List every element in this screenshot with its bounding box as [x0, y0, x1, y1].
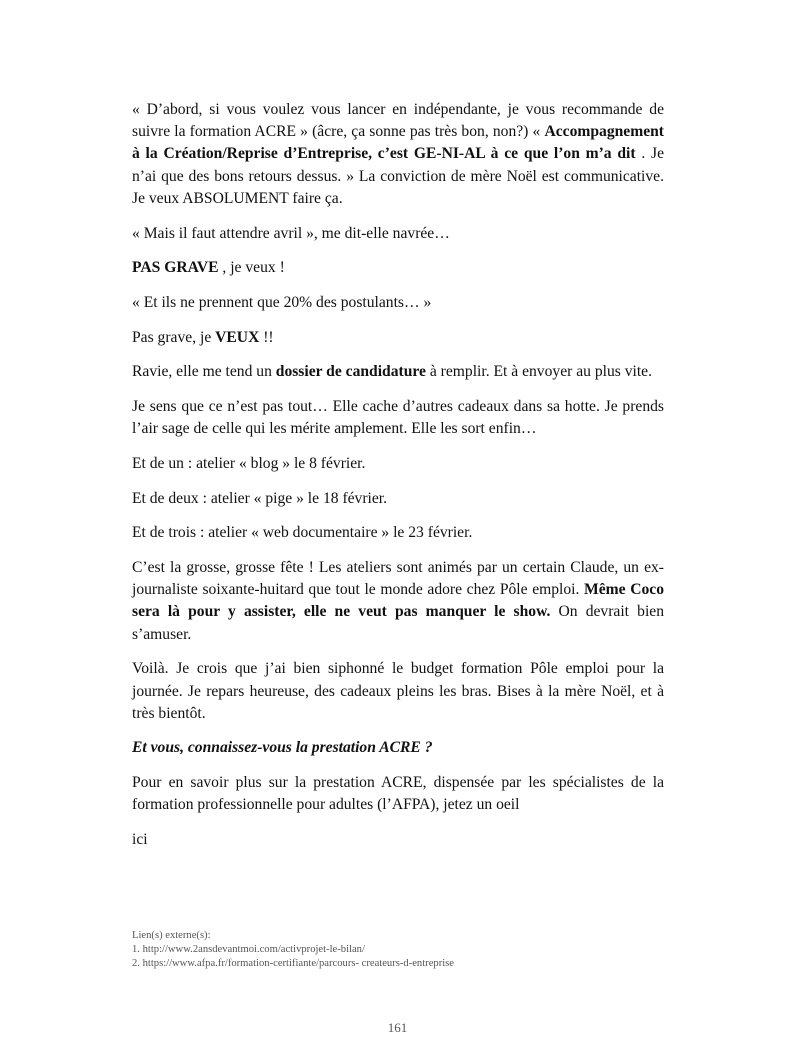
paragraph-fete: C’est la grosse, grosse fête ! Les ateliers sont animés par un certain Claude, un ex-journaliste soixante-huitard que tout le monde adore chez Pôle emploi. Même Coco sera là pour y assister, elle ne veut pas manquer le show. On devrait bien s’amuser. [132, 559, 664, 643]
link-ici[interactable]: ici [132, 831, 148, 849]
external-links [132, 929, 692, 972]
paragraph-atelier-blog: Et de un : atelier « blog » le 8 février. [132, 454, 366, 472]
paragraph-cadeaux: Je sens que ce n’est pas tout… Elle cache d’autres cadeaux dans sa hotte. Je prends l’air sage de celle qui les mérite amplement. Elle les sort enfin… [132, 398, 664, 438]
paragraph-veux: Pas grave, je VEUX !! [132, 328, 274, 346]
paragraph-acre-intro: « D’abord, si vous voulez vous lancer en indépendante, je vous recommande de suivre la formation ACRE » (âcre, ça sonne pas très bon, non?) « Accompagnement à la Création/Reprise d’Entreprise, c’est GE-NI-AL à ce que l’on m’a dit . Je n’ai que des bons retours dessus. » La conviction de mère Noël est communicative. Je veux ABSOLUMENT faire ça. [132, 101, 664, 207]
paragraph-dossier: Ravie, elle me tend un dossier de candidature à remplir. Et à envoyer au plus vite. [132, 363, 652, 381]
external-links-heading: Lien(s) externe(s): [132, 930, 211, 941]
acre-definition: Accompagnement à la Création/Reprise d’Entreprise, c’est GE-NI-AL à ce que l’on m’a dit [132, 123, 664, 163]
paragraph-avril: « Mais il faut attendre avril », me dit-elle navrée… [132, 224, 450, 242]
paragraph-voila: Voilà. Je crois que j’ai bien siphonné le budget formation Pôle emploi pour la journée. Je repars heureuse, des cadeaux pleins les bras. Bises à la mère Noël, et à très bientôt. [132, 660, 664, 722]
page-body [132, 99, 664, 864]
paragraph-savoir-plus: Pour en savoir plus sur la prestation ACRE, dispensée par les spécialistes de la formation professionnelle pour adultes (l’AFPA), jetez un oeil [132, 774, 664, 814]
paragraph-atelier-web: Et de trois : atelier « web documentaire » le 23 février. [132, 524, 473, 542]
page-number: 161 [387, 1020, 408, 1035]
external-link-2[interactable]: 2. https://www.afpa.fr/formation-certifiante/parcours- createurs-d-entreprise [132, 958, 454, 970]
question-heading: Et vous, connaissez-vous la prestation ACRE ? [132, 739, 433, 757]
paragraph-atelier-pige: Et de deux : atelier « pige » le 18 février. [132, 489, 388, 507]
paragraph-pas-grave: PAS GRAVE , je veux ! [132, 259, 285, 277]
external-link-1[interactable]: 1. http://www.2ansdevantmoi.com/activprojet-le-bilan/ [132, 944, 365, 956]
paragraph-postulants: « Et ils ne prennent que 20% des postulants… » [132, 293, 432, 311]
